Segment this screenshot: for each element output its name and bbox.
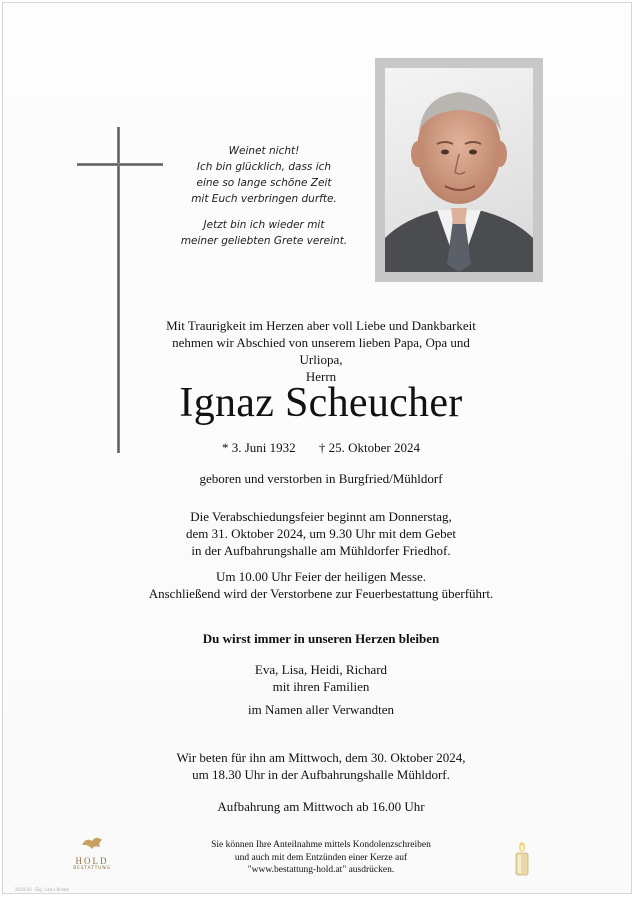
mass-info [143,568,499,602]
poem-line: Jetzt bin ich wieder mit [203,219,325,231]
life-dates [153,439,489,456]
candle-icon [513,841,531,877]
birth-place: geboren und verstorben in Burgfried/Mühldorf [199,471,443,486]
cross-vertical-beam [117,127,120,453]
prayer-line: um 18.30 Uhr in der Aufbahrungshalle Mühldorf. [192,767,450,782]
prayer-line: Wir beten für ihn am Mittwoch, dem 30. Oktober 2024, [176,750,466,765]
poem-line: eine so lange schöne Zeit [196,177,332,189]
viewing-info: Aufbahrung am Mittwoch ab 16.00 Uhr [217,799,425,814]
prayer-info [143,749,499,783]
ceremony-line: Die Verabschiedungsfeier beginnt am Donnerstag, [190,509,452,524]
cross-horizontal-beam [77,163,163,166]
funeral-home-logo [67,835,117,871]
ceremony-info [143,508,499,559]
motto: Du wirst immer in unseren Herzen bleiben [202,631,440,646]
poem [171,143,357,249]
family-line: Eva, Lisa, Heidi, Richard [254,662,388,677]
ceremony-line: dem 31. Oktober 2024, um 9.30 Uhr mit dem Gebet [185,526,457,541]
poem-line: mit Euch verbringen durfte. [191,193,337,205]
intro-line: Mit Traurigkeit im Herzen aber voll Liebe und Dankbarkeit [166,318,476,333]
footer-line: "www.bestattung-hold.at" ausdrücken. [247,865,395,875]
poem-line: Weinet nicht! [228,145,300,157]
mass-line: Um 10.00 Uhr Feier der heiligen Messe. [215,569,427,584]
deceased-name: Ignaz Scheucher [179,380,463,426]
family-names [143,661,499,695]
condolence-footer [203,839,439,877]
portrait-frame [375,58,543,282]
footer-line: und auch mit dem Entzünden einer Kerze auf [234,852,408,863]
portrait-illustration [385,68,533,272]
fine-print: 2024-10 · Eig. Lisa's Kinder [15,887,70,892]
poem-line: meiner geliebten Grete vereint. [180,235,348,247]
intro-line: Herrn [305,369,337,384]
death-date: † 25. Oktober 2024 [318,440,421,455]
birth-date: * 3. Juni 1932 [221,440,296,455]
intro-line: nehmen wir Abschied von unserem lieben Papa, Opa und Urliopa, [172,335,470,367]
flame-logo-icon [80,835,104,851]
logo-subtitle: BESTATTUNG [73,866,111,871]
poem-line: Ich bin glücklich, dass ich [196,161,332,173]
parte-card [2,2,632,894]
footer-line: Sie können Ihre Anteilnahme mittels Kondolenzschreiben [211,840,431,850]
relatives-note: im Namen aller Verwandten [248,702,394,717]
family-line: mit ihren Familien [272,679,370,694]
portrait-photo [385,68,533,272]
ceremony-line: in der Aufbahrungshalle am Mühldorfer Friedhof. [191,543,451,558]
logo-name: HOLD [75,856,109,866]
mass-line: Anschließend wird der Verstorbene zur Feuerbestattung überführt. [148,586,494,601]
